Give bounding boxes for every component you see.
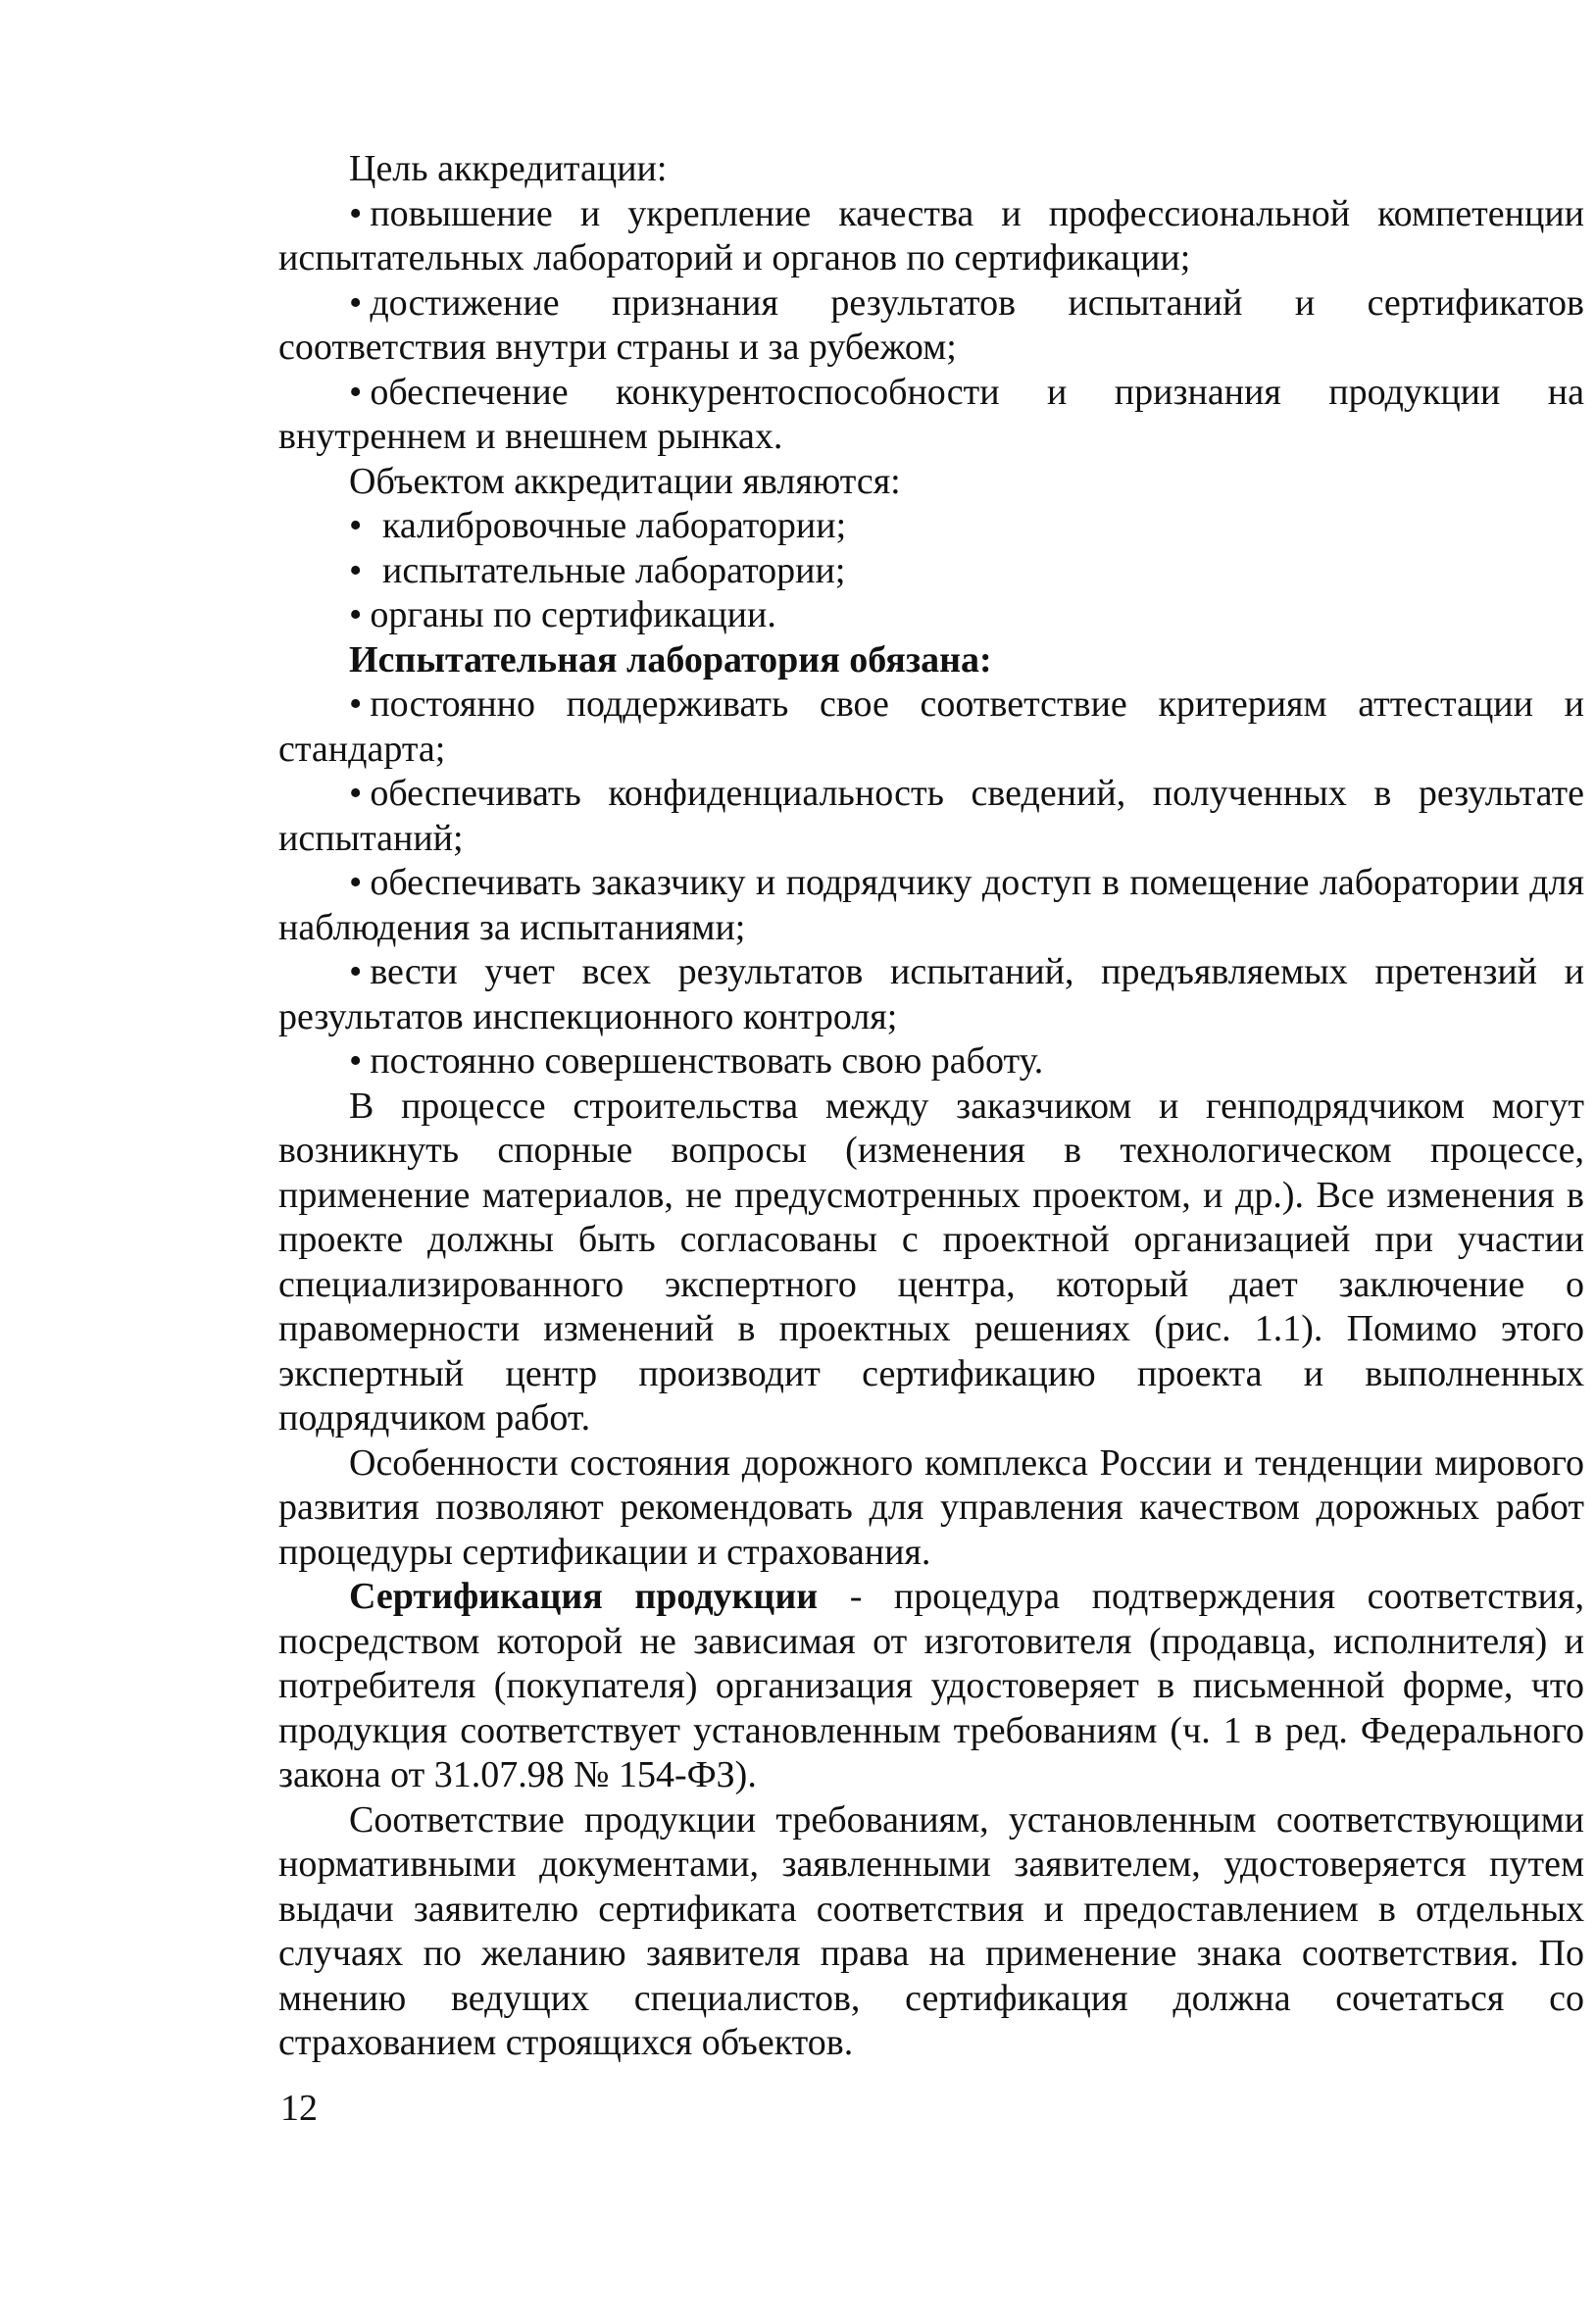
bullet-icon: • — [349, 683, 363, 725]
duties-bullet: • постоянно совершенствовать свою работу. — [349, 1040, 1044, 1082]
goal-heading: Цель аккредитации: — [349, 148, 668, 189]
duties-bullet: • вести учет всех результатов испытаний, предъявляемых претензий и результатов инспекционного контроля; — [278, 951, 1584, 1037]
bullet-icon: • — [349, 192, 363, 234]
bullet-icon: • — [349, 505, 363, 546]
bullet-icon: • — [349, 549, 363, 591]
bullet-icon: • — [349, 594, 363, 635]
paragraph-certification-definition: Сертификация продукции - процедура подтверждения соответствия, посредством которой не зависимая от изготовителя (продавца, исполнителя) и потребителя (покупателя) организация удостоверяет в письменной форме, что продукция соответствует установленным требованиям (ч. 1 в ред. Федерального закона от 31.07.98 № 154-ФЗ). — [278, 1576, 1584, 1795]
bullet-icon: • — [349, 951, 363, 992]
bullet-icon: • — [349, 371, 363, 413]
objects-bullet: • органы по сертификации. — [349, 594, 776, 635]
objects-bullet: • испытательные лаборатории; — [278, 549, 1584, 594]
goal-bullet: • достижение признания результатов испытаний и сертификатов соответствия внутри страны и за рубежом; — [278, 281, 1584, 368]
bullet-icon: • — [349, 281, 363, 324]
bullet-icon: • — [349, 862, 363, 903]
page-text — [278, 147, 1584, 2066]
goal-bullet: • обеспечение конкурентоспособности и признания продукции на внутреннем и внешнем рынках. — [278, 371, 1584, 457]
objects-heading: Объектом аккредитации являются: — [349, 460, 901, 502]
duties-bullet: • обеспечивать заказчику и подрядчику доступ в помещение лаборатории для наблюдения за испытаниями; — [278, 862, 1584, 948]
bullet-icon: • — [349, 1040, 363, 1082]
duties-bullet: • обеспечивать конфиденциальность сведений, полученных в результате испытаний; — [278, 773, 1584, 859]
paragraph-disputes: В процессе строительства между заказчиком и генподрядчиком могут возникнуть спорные вопросы (изменения в технологическом процессе, применение материалов, не предусмотренных проектом, и др.). Все изменения в проекте должны быть согласованы с проектной организацией при участии специализированного экспертного центра, который дает заключение о правомерности изменений в проектных решениях (рис. 1.1). Помимо этого экспертный центр производит сертификацию проекта и выполненных подрядчиком работ. — [278, 1085, 1584, 1439]
bullet-icon: • — [349, 773, 363, 814]
term-certification: Сертификация продукции — [349, 1576, 819, 1617]
objects-bullet: • калибровочные лаборатории; — [278, 504, 1584, 549]
page-number: 12 — [280, 2088, 318, 2129]
paragraph-conformity: Соответствие продукции требованиям, установленным соответствующими нормативными документами, заявленными заявителем, удостоверяется путем выдачи заявителю сертификата соответствия и предоставлением в отдельных случаях по желанию заявителя права на применение знака соответствия. По мнению ведущих специалистов, сертификация должна сочетаться со страхованием строящихся объектов. — [278, 1798, 1584, 2063]
duties-bullet: • постоянно поддерживать свое соответствие критериям аттестации и стандарта; — [278, 683, 1584, 770]
duties-heading: Испытательная лаборатория обязана: — [349, 638, 992, 681]
goal-bullet: • повышение и укрепление качества и профессиональной компетенции испытательных лабораторий и органов по сертификации; — [278, 192, 1584, 278]
paragraph-road-complex: Особенности состояния дорожного комплекса России и тенденции мирового развития позволяют рекомендовать для управления качеством дорожных работ процедуры сертификации и страхования. — [278, 1441, 1584, 1573]
